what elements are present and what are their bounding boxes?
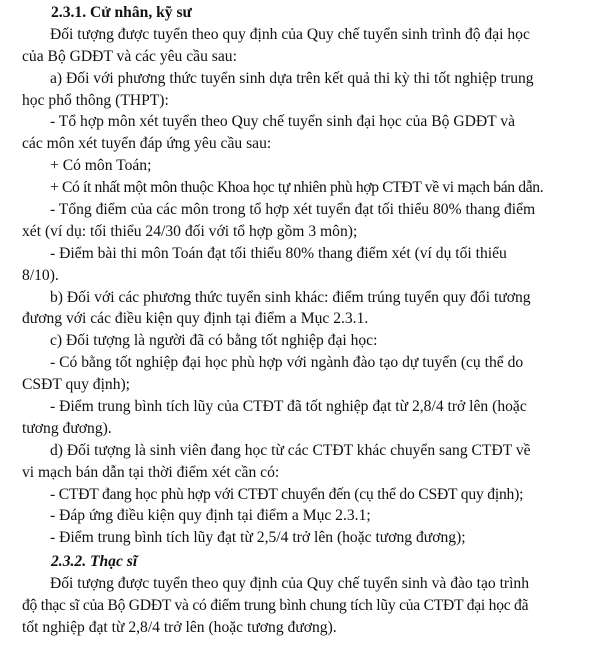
paragraph-item-a-math-score — [22, 243, 568, 287]
paragraph-line: các môn xét tuyển đáp ứng yêu cầu sau: — [22, 135, 272, 153]
paragraph-item-a-math: + Có môn Toán; — [50, 157, 152, 175]
paragraph-line: - Điểm bài thi môn Toán đạt tối thiểu 80% thang điểm xét (ví dụ tối thiểu — [50, 244, 507, 262]
paragraph-intro — [22, 24, 568, 68]
paragraph-item-d-program: - CTĐT đang học phù hợp với CTĐT chuyển đến (cụ thể do CSĐT quy định); — [50, 485, 524, 503]
section-heading-2-3-2: 2.3.2. Thạc sĩ — [51, 553, 138, 571]
paragraph-line: - Tổng điểm của các môn trong tổ hợp xét tuyển đạt tối thiểu 80% thang điểm — [50, 201, 536, 219]
paragraph-item-c-degree — [22, 352, 568, 396]
paragraph-item-a-combo — [22, 111, 568, 155]
paragraph-line: độ thạc sĩ của Bộ GDĐT và có điểm trung bình chung tích lũy của CTĐT đại học đã — [22, 597, 529, 615]
paragraph-line: CSĐT quy định); — [22, 376, 131, 394]
paragraph-line: b) Đối với các phương thức tuyển sinh khác: điểm trúng tuyển quy đổi tương — [50, 288, 531, 306]
paragraph-line: a) Đối với phương thức tuyển sinh dựa trên kết quả thi kỳ thi tốt nghiệp trung — [50, 69, 534, 87]
paragraph-item-d-gpa: - Điểm trung bình tích lũy đạt từ 2,5/4 trở lên (hoặc tương đương); — [50, 529, 466, 547]
paragraph-masters — [22, 573, 568, 639]
paragraph-item-c: c) Đối tượng là người đã có bằng tốt nghiệp đại học: — [50, 332, 378, 350]
paragraph-line: d) Đối tượng là sinh viên đang học từ các CTĐT khác chuyển sang CTĐT về — [50, 441, 531, 459]
paragraph-line: vi mạch bán dẫn tại thời điểm xét cần có: — [22, 463, 280, 481]
paragraph-line: tương đương). — [22, 419, 112, 437]
paragraph-line: Đối tượng được tuyển theo quy định của Quy chế tuyển sinh và đào tạo trình — [50, 575, 530, 593]
paragraph-item-d-conditions: - Đáp ứng điều kiện quy định tại điểm a Mục 2.3.1; — [50, 507, 371, 525]
paragraph-item-a-science: + Có ít nhất một môn thuộc Khoa học tự nhiên phù hợp CTĐT về vi mạch bán dẫn. — [50, 179, 544, 197]
paragraph-item-d — [22, 440, 568, 484]
paragraph-line: xét (ví dụ: tối thiểu 24/30 đối với tổ hợp gồm 3 môn); — [22, 222, 358, 240]
paragraph-line: - Điểm trung bình tích lũy của CTĐT đã tốt nghiệp đạt từ 2,8/4 trở lên (hoặc — [50, 398, 527, 416]
section-heading-2-3-1: 2.3.1. Cử nhân, kỹ sư — [51, 4, 192, 21]
paragraph-item-a-total — [22, 199, 568, 243]
paragraph-line: học phổ thông (THPT): — [22, 91, 169, 109]
paragraph-line: của Bộ GDĐT và các yêu cầu sau: — [22, 47, 237, 65]
paragraph-item-c-gpa — [22, 396, 568, 440]
paragraph-line: - Tổ hợp môn xét tuyển theo Quy chế tuyển sinh đại học của Bộ GDĐT và — [50, 113, 515, 131]
paragraph-line: tốt nghiệp đạt từ 2,8/4 trở lên (hoặc tương đương). — [22, 618, 337, 636]
paragraph-line: 8/10). — [22, 266, 59, 284]
paragraph-line: đương với các điều kiện quy định tại điểm a Mục 2.3.1. — [22, 310, 369, 328]
paragraph-item-a — [22, 68, 568, 112]
paragraph-line: - Có bằng tốt nghiệp đại học phù hợp với ngành đào tạo dự tuyển (cụ thể do — [50, 354, 524, 372]
paragraph-item-b — [22, 287, 568, 331]
paragraph-line: Đối tượng được tuyển theo quy định của Quy chế tuyển sinh trình độ đại học — [50, 25, 530, 43]
